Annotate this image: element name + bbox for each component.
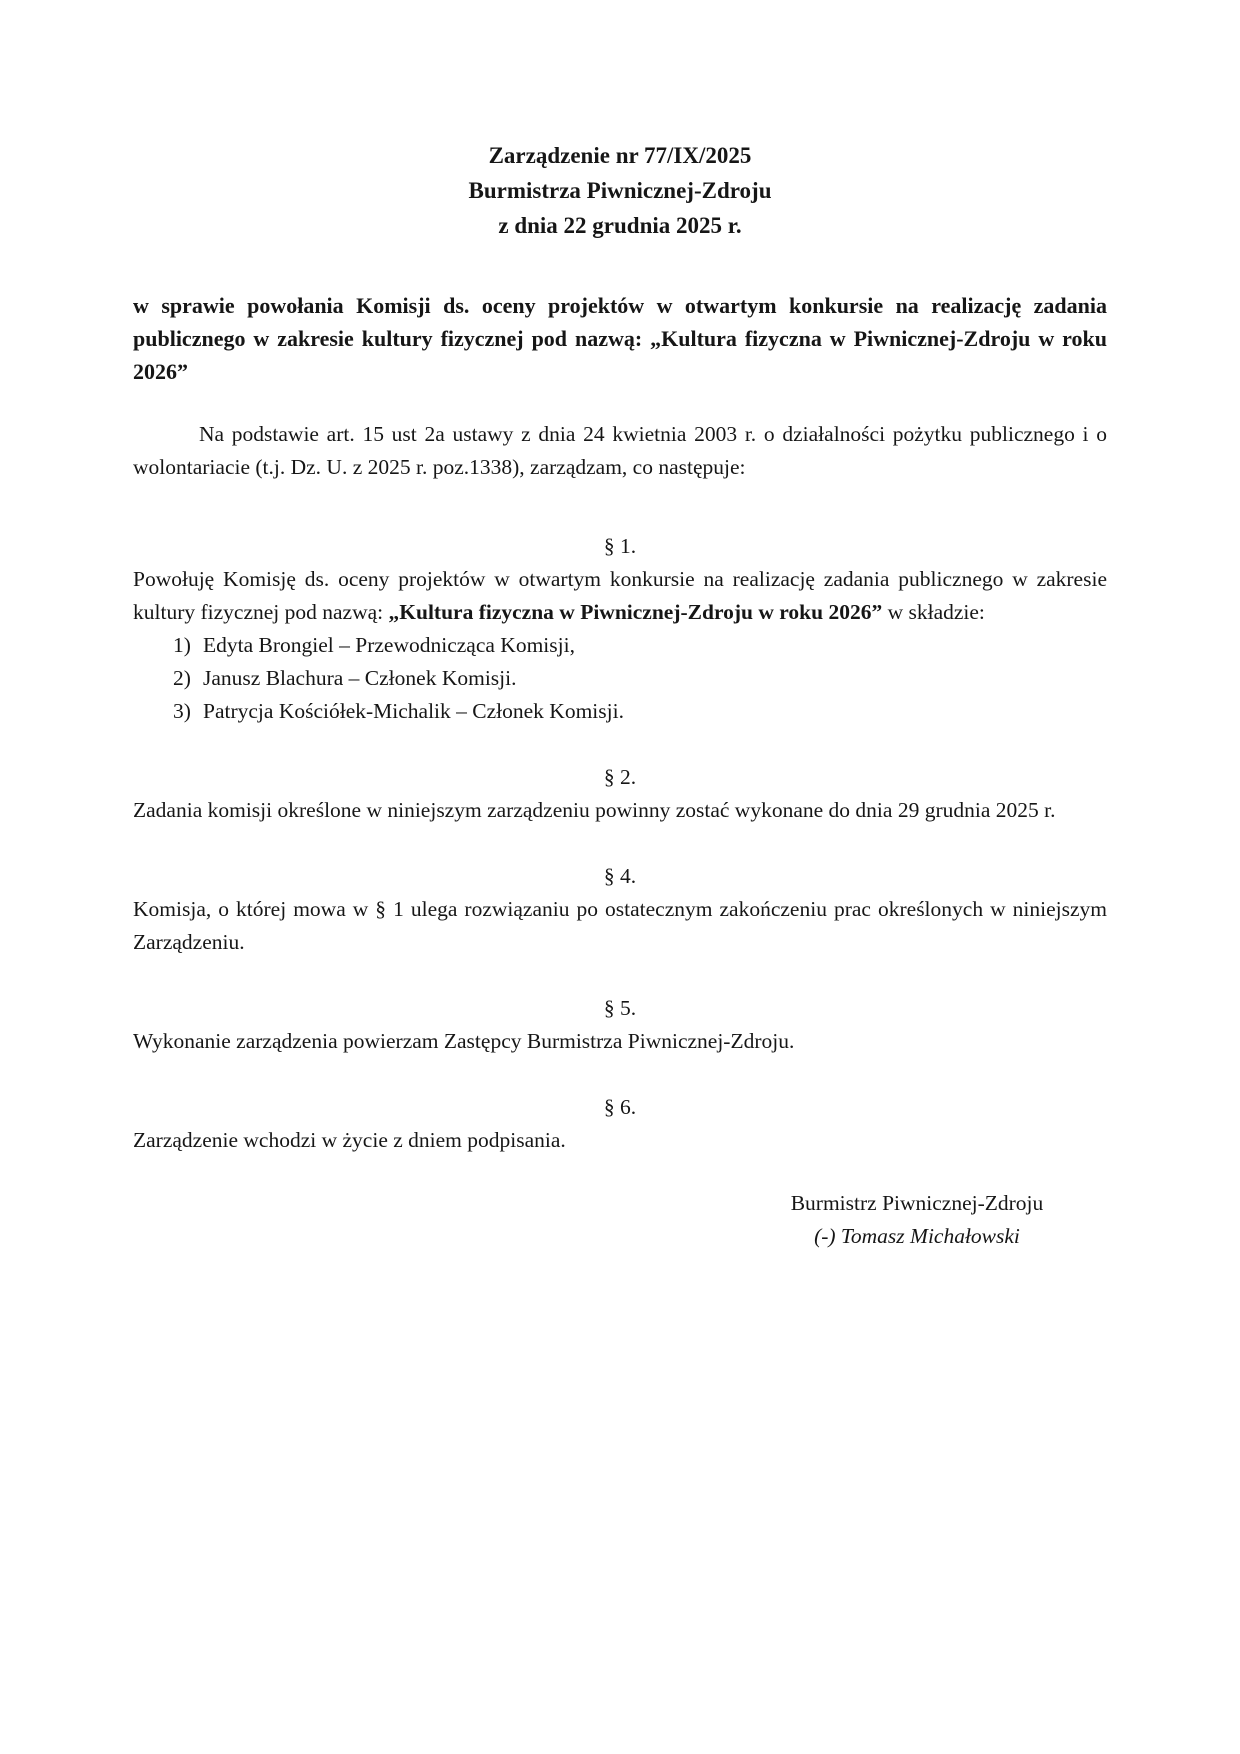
section-1-body <box>133 563 1107 629</box>
section-4-heading: § 4. <box>603 864 637 888</box>
section-1-body-after: w składzie: <box>882 600 985 624</box>
signature-role: Burmistrz Piwnicznej-Zdroju <box>790 1191 1044 1215</box>
list-item-number: 1) <box>173 633 191 657</box>
section-2-body: Zadania komisji określone w niniejszym zarządzeniu powinny zostać wykonane do dnia 29 grudnia 2025 r. <box>133 798 1056 822</box>
document-title <box>133 138 1107 243</box>
list-item-text: Janusz Blachura – Członek Komisji. <box>203 666 517 690</box>
section-6-body: Zarządzenie wchodzi w życie z dniem podpisania. <box>133 1128 566 1152</box>
section-1-heading: § 1. <box>603 534 637 558</box>
list-item-number: 3) <box>173 699 191 723</box>
list-item <box>173 629 1107 662</box>
signature-name: (-) Tomasz Michałowski <box>814 1224 1020 1248</box>
title-line-issuer: Burmistrza Piwnicznej-Zdroju <box>468 178 772 203</box>
signature-block <box>727 1187 1107 1253</box>
subject-paragraph: w sprawie powołania Komisji ds. oceny projektów w otwartym konkursie na realizację zadania publicznego w zakresie kultury fizycznej pod nazwą: „Kultura fizyczna w Piwnicznej-Zdroju w roku 2026” <box>133 293 1107 384</box>
list-item <box>173 695 1107 728</box>
list-item <box>173 662 1107 695</box>
section-6-heading: § 6. <box>603 1095 637 1119</box>
section-5-body: Wykonanie zarządzenia powierzam Zastępcy Burmistrza Piwnicznej-Zdroju. <box>133 1029 795 1053</box>
section-1-body-bold-name: „Kultura fizyczna w Piwnicznej-Zdroju w roku 2026” <box>388 600 883 624</box>
section-2-heading: § 2. <box>603 765 637 789</box>
list-item-number: 2) <box>173 666 191 690</box>
section-4-body: Komisja, o której mowa w § 1 ulega rozwiązaniu po ostatecznym zakończeniu prac określonych w niniejszym Zarządzeniu. <box>133 897 1107 954</box>
legal-basis-paragraph: Na podstawie art. 15 ust 2a ustawy z dnia 24 kwietnia 2003 r. o działalności pożytku publicznego i o wolontariacie (t.j. Dz. U. z 2025 r. poz.1338), zarządzam, co następuje: <box>133 422 1107 479</box>
title-line-date: z dnia 22 grudnia 2025 r. <box>498 213 742 238</box>
list-item-text: Edyta Brongiel – Przewodnicząca Komisji, <box>203 633 575 657</box>
section-1-body-before: Powołuję Komisję ds. oceny projektów w otwartym konkursie na realizację zadania publicznego w zakresie kultury fizycznej pod nazwą: <box>133 567 1107 624</box>
section-5-heading: § 5. <box>603 996 637 1020</box>
title-line-number: Zarządzenie nr 77/IX/2025 <box>488 143 752 168</box>
committee-members-list <box>133 629 1107 728</box>
list-item-text: Patrycja Kościółek-Michalik – Członek Komisji. <box>203 699 624 723</box>
